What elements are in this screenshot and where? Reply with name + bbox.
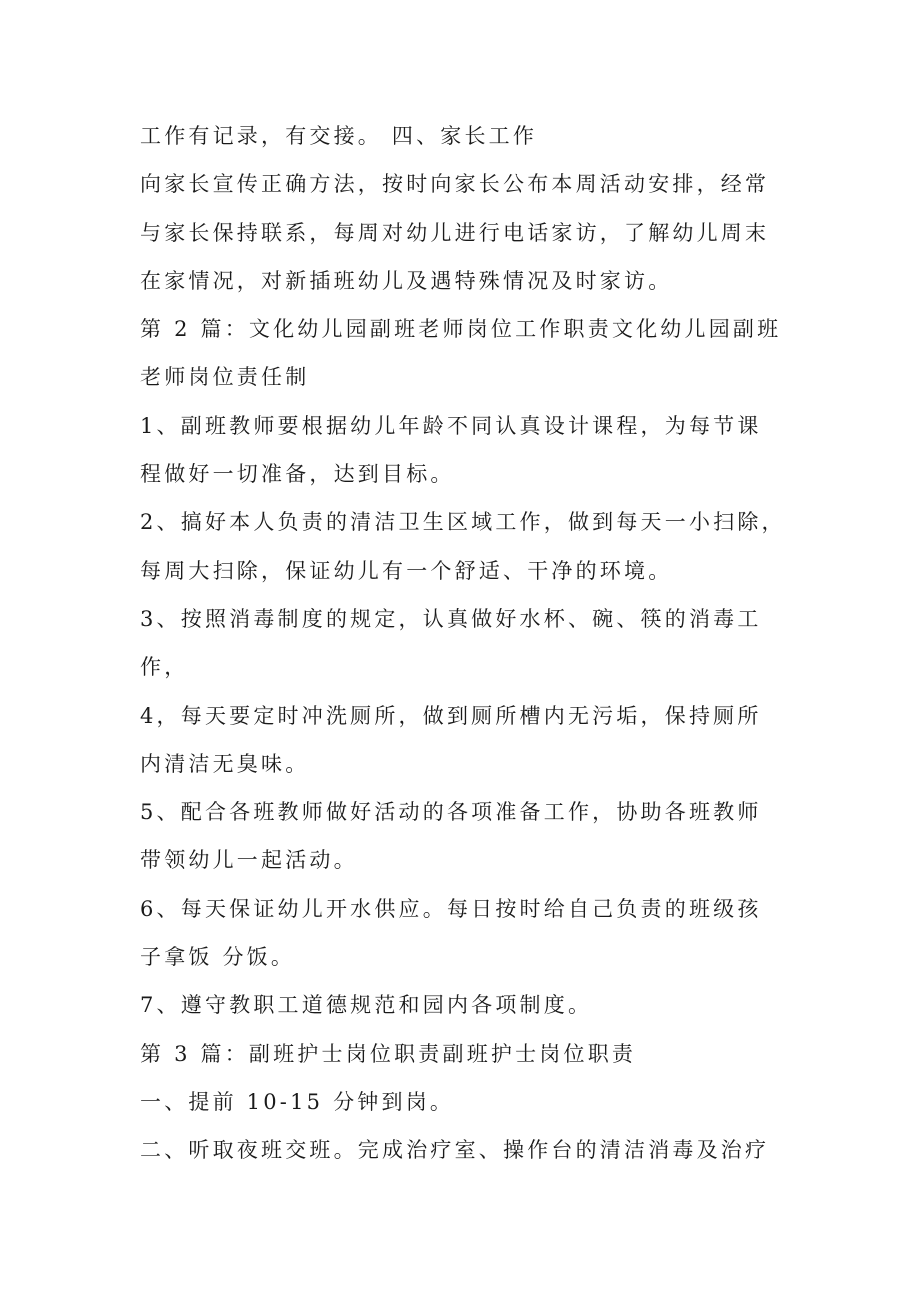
text-line: 向家长宣传正确方法，按时向家长公布本周活动安排，经常 [140,172,770,197]
text-line: 7、遵守教职工道德规范和园内各项制度。 [140,993,593,1018]
text-line: 一、提前 10-15 分钟到岗。 [140,1089,455,1114]
text-line: 程做好一切准备，达到目标。 [140,462,455,487]
text-line: 4，每天要定时冲洗厕所，做到厕所槽内无污垢，保持厕所 [140,703,762,728]
text-line: 2、搞好本人负责的清洁卫生区域工作，做到每天一小扫除， [140,510,786,535]
text-line: 二、听取夜班交班。完成治疗室、操作台的清洁消毒及治疗 [140,1138,770,1163]
section-heading-line: 老师岗位责任制 [140,365,310,390]
text-line: 工作有记录，有交接。 四、家长工作 [140,124,538,148]
text-line: 内清洁无臭味。 [140,751,310,776]
text-line: 6、每天保证幼儿开水供应。每日按时给自己负责的班级孩 [140,896,762,921]
document-body [140,112,790,1175]
text-line: 作， [140,655,189,680]
text-line: 5、配合各班教师做好活动的各项准备工作，协助各班教师 [140,800,762,825]
text-line: 每周大扫除，保证幼儿有一个舒适、干净的环境。 [140,558,673,583]
text-line: 与家长保持联系，每周对幼儿进行电话家访，了解幼儿周末 [140,220,770,245]
section-heading-line: 第 2 篇：文化幼儿园副班老师岗位工作职责文化幼儿园副班 [140,317,782,342]
text-line: 1、副班教师要根据幼儿年龄不同认真设计课程，为每节课 [140,413,762,438]
text-line: 子拿饭 分饭。 [140,945,296,970]
text-line: 带领幼儿一起活动。 [140,848,358,873]
section-heading-line: 第 3 篇：副班护士岗位职责副班护士岗位职责 [140,1041,637,1066]
text-line: 在家情况，对新插班幼儿及遇特殊情况及时家访。 [140,268,673,293]
text-line: 3、按照消毒制度的规定，认真做好水杯、碗、筷的消毒工 [140,606,762,631]
